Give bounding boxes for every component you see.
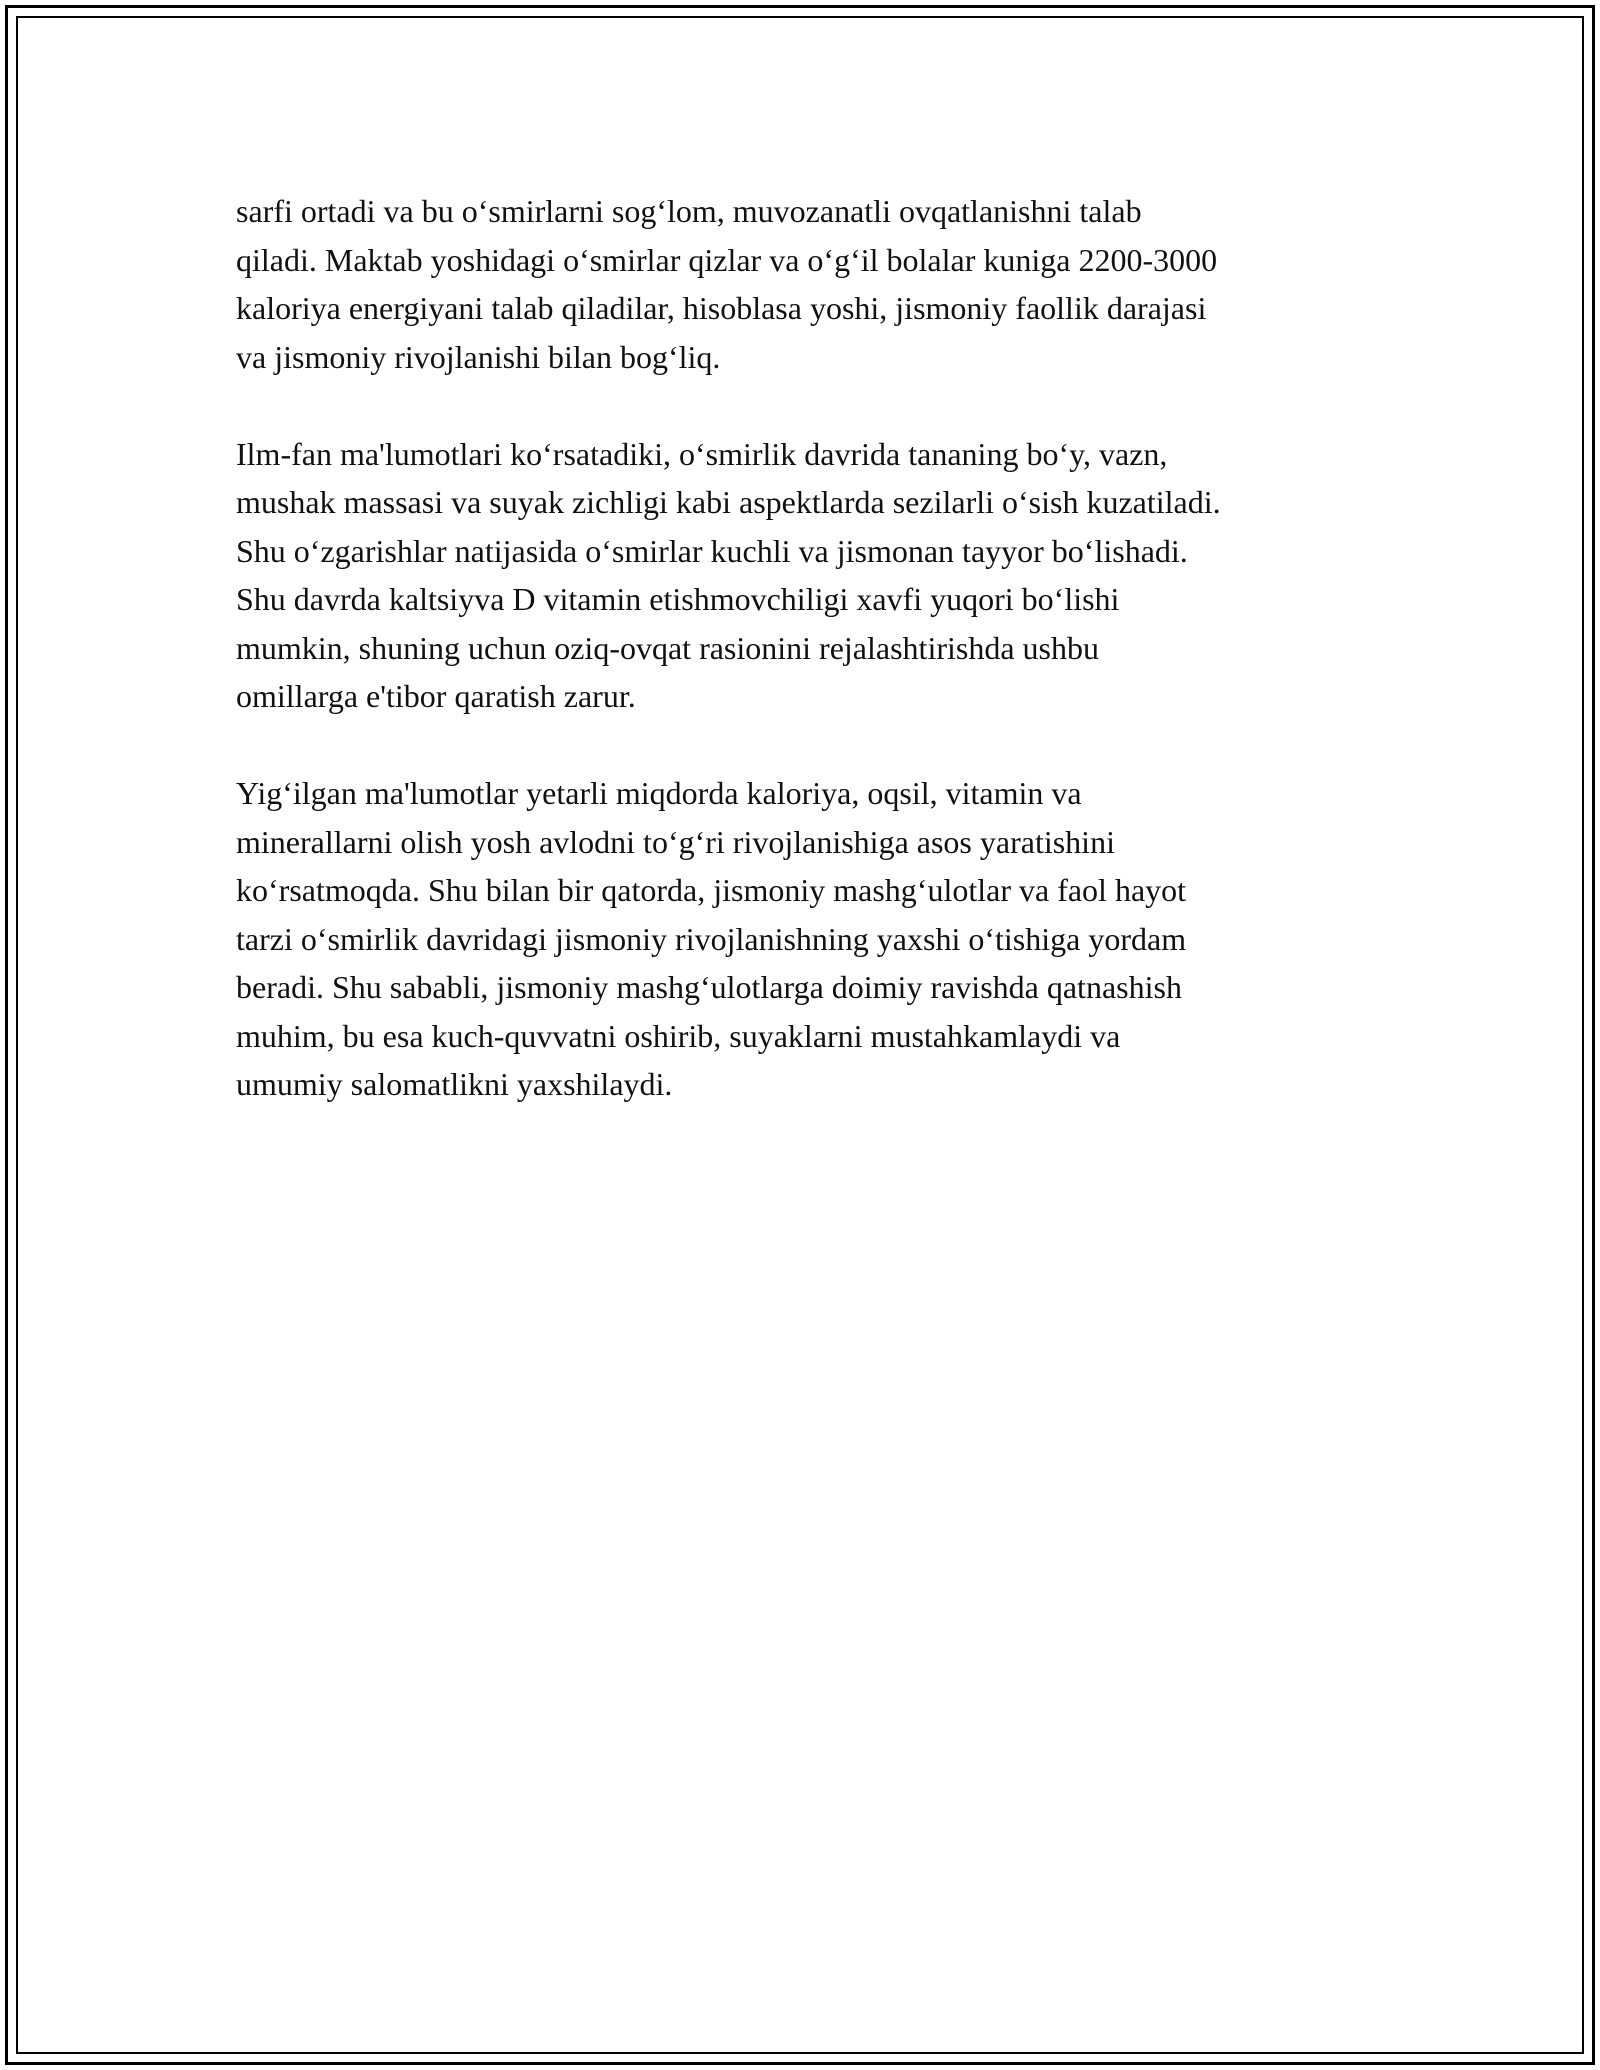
paragraph-line: Ilm-fan ma'lumotlari ko‘rsatadiki, o‘smirlik davrida tananing bo‘y, vazn, <box>236 435 1168 472</box>
paragraph-line: umumiy salomatlikni yaxshilaydi. <box>236 1066 673 1102</box>
paragraph-line: tarzi o‘smirlik davridagi jismoniy rivojlanishning yaxshi o‘tishiga yordam <box>236 920 1187 957</box>
paragraph-line: beradi. Shu sababli, jismoniy mashg‘ulotlarga doimiy ravishda qatnashish <box>236 969 1182 1005</box>
paragraph-3 <box>236 769 1396 1109</box>
paragraph-line: omillarga e'tibor qaratish zarur. <box>236 678 636 714</box>
paragraph-line: va jismoniy rivojlanishi bilan bog‘liq. <box>236 338 721 375</box>
paragraph-line: Shu davrda kaltsiyva D vitamin etishmovchiligi xavfi yuqori bo‘lishi <box>236 581 1120 617</box>
paragraph-line: Yig‘ilgan ma'lumotlar yetarli miqdorda kaloriya, oqsil, vitamin va <box>236 775 1082 811</box>
paragraph-line: sarfi ortadi va bu o‘smirlarni sog‘lom, muvozanatli ovqatlanishni talab <box>236 193 1142 229</box>
paragraph-2 <box>236 430 1396 721</box>
paragraph-line: mushak massasi va suyak zichligi kabi aspektlarda sezilarli o‘sish kuzatiladi. <box>236 484 1221 520</box>
paragraph-line: Shu o‘zgarishlar natijasida o‘smirlar kuchli va jismonan tayyor bo‘lishadi. <box>236 532 1188 569</box>
paragraph-line: muhim, bu esa kuch-quvvatni oshirib, suyaklarni mustahkamlaydi va <box>236 1017 1121 1054</box>
paragraph-line: ko‘rsatmoqda. Shu bilan bir qatorda, jismoniy mashg‘ulotlar va faol hayot <box>236 872 1187 908</box>
paragraph-1 <box>236 187 1396 381</box>
paragraph-line: kaloriya energiyani talab qiladilar, hisoblasa yoshi, jismoniy faollik darajasi <box>236 290 1207 326</box>
paragraph-line: minerallarni olish yosh avlodni to‘g‘ri rivojlanishiga asos yaratishini <box>236 823 1115 860</box>
paragraph-line: qiladi. Maktab yoshidagi o‘smirlar qizlar va o‘g‘il bolalar kuniga 2200-3000 <box>236 241 1218 278</box>
paragraph-line: mumkin, shuning uchun oziq-ovqat rasionini rejalashtirishda ushbu <box>236 629 1099 666</box>
document-body <box>236 187 1396 1157</box>
